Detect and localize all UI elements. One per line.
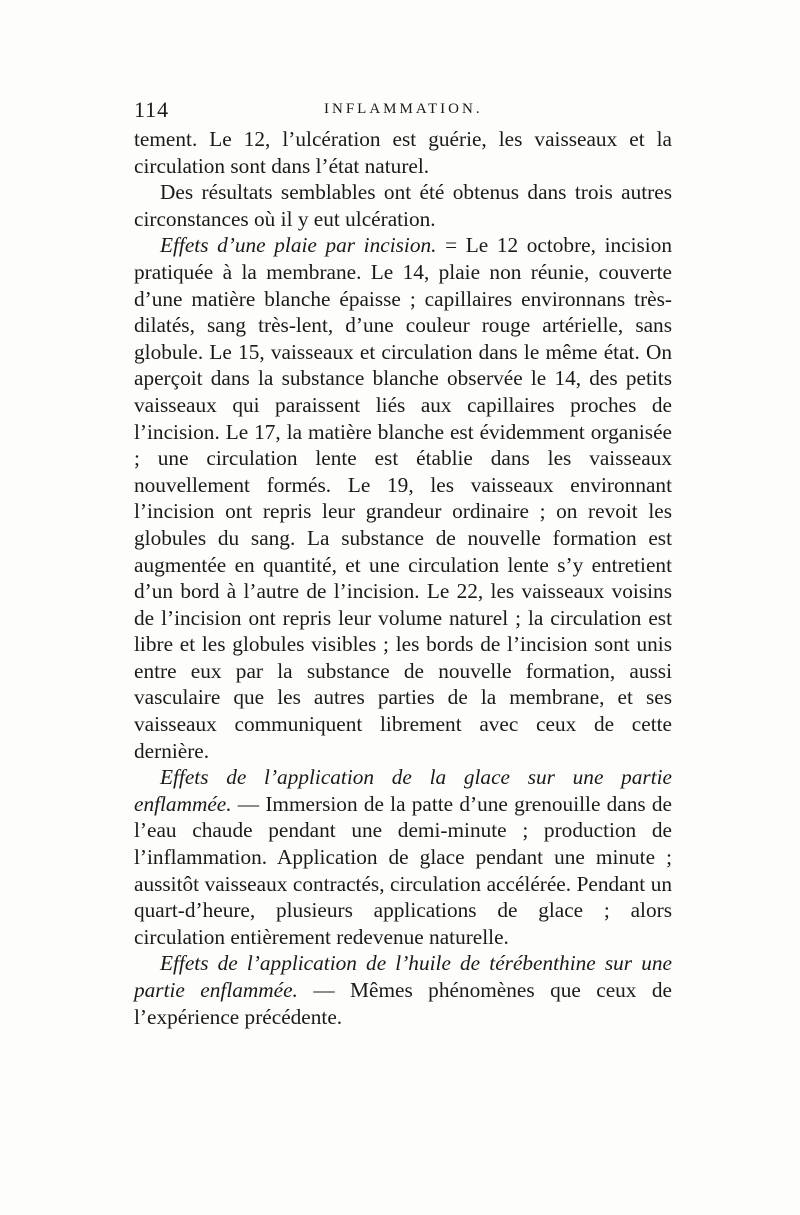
body-text <box>134 126 672 1030</box>
paragraph-results <box>134 179 672 232</box>
paragraph-ice <box>134 764 672 950</box>
section-heading: Effets de l’application de l’huile de térébenthine sur une partie enflammée. <box>134 951 672 1002</box>
section-heading: Effets d’une plaie par incision. <box>160 233 437 258</box>
section-heading: Effets de l’application de la glace sur une partie enflammée. <box>134 765 672 816</box>
paragraph-text: — Immersion de la patte d’une grenouille dans de l’eau chaude pendant une demi-minute ; production de l’inflammation. Application de glace pendant une minute ; aussitôt vaisseaux contractés, circulation accélérée. Pendant un quart-d’heure, plusieurs applications de glace ; alors circulation entièrement redevenue naturelle. <box>134 791 672 949</box>
paragraph-incision <box>134 232 672 764</box>
paragraph-continuation <box>134 126 672 179</box>
page-number: 114 <box>134 97 170 122</box>
paragraph-turpentine <box>134 950 672 1030</box>
paragraph-text: Des résultats semblables ont été obtenus dans trois autres circonstances où il y eut ulcération. <box>134 180 672 231</box>
page-header <box>134 97 672 121</box>
paragraph-text: = Le 12 octobre, incision pratiquée à la membrane. Le 14, plaie non réunie, couverte d’une matière blanche épaisse ; capillaires environnans très-dilatés, sang très-lent, d’une couleur rouge artérielle, sans globule. Le 15, vaisseaux et circulation dans le même état. On aperçoit dans la substance blanche observée le 14, des petits vaisseaux qui paraissent liés aux capillaires proches de l’incision. Le 17, la matière blanche est évidemment organisée ; une circulation lente est établie dans les vaisseaux nouvellement formés. Le 19, les vaisseaux environnant l’incision ont repris leur grandeur ordinaire ; on revoit les globules du sang. La substance de nouvelle formation est augmentée en quantité, et une circulation lente s’y entretient d’un bord à l’autre de l’incision. Le 22, les vaisseaux voisins de l’incision ont repris leur volume naturel ; la circulation est libre et les globules visibles ; les bords de l’incision sont unis entre eux par la substance de nouvelle formation, aussi vasculaire que les autres parties de la membrane, et ses vaisseaux communiquent librement avec ceux de cette dernière. <box>134 233 673 763</box>
paragraph-text: — Mêmes phénomènes que ceux de l’expérience précédente. <box>134 978 672 1029</box>
paragraph-text: tement. Le 12, l’ulcération est guérie, les vaisseaux et la circulation sont dans l’état naturel. <box>134 127 672 178</box>
running-head: INFLAMMATION. <box>324 101 483 117</box>
